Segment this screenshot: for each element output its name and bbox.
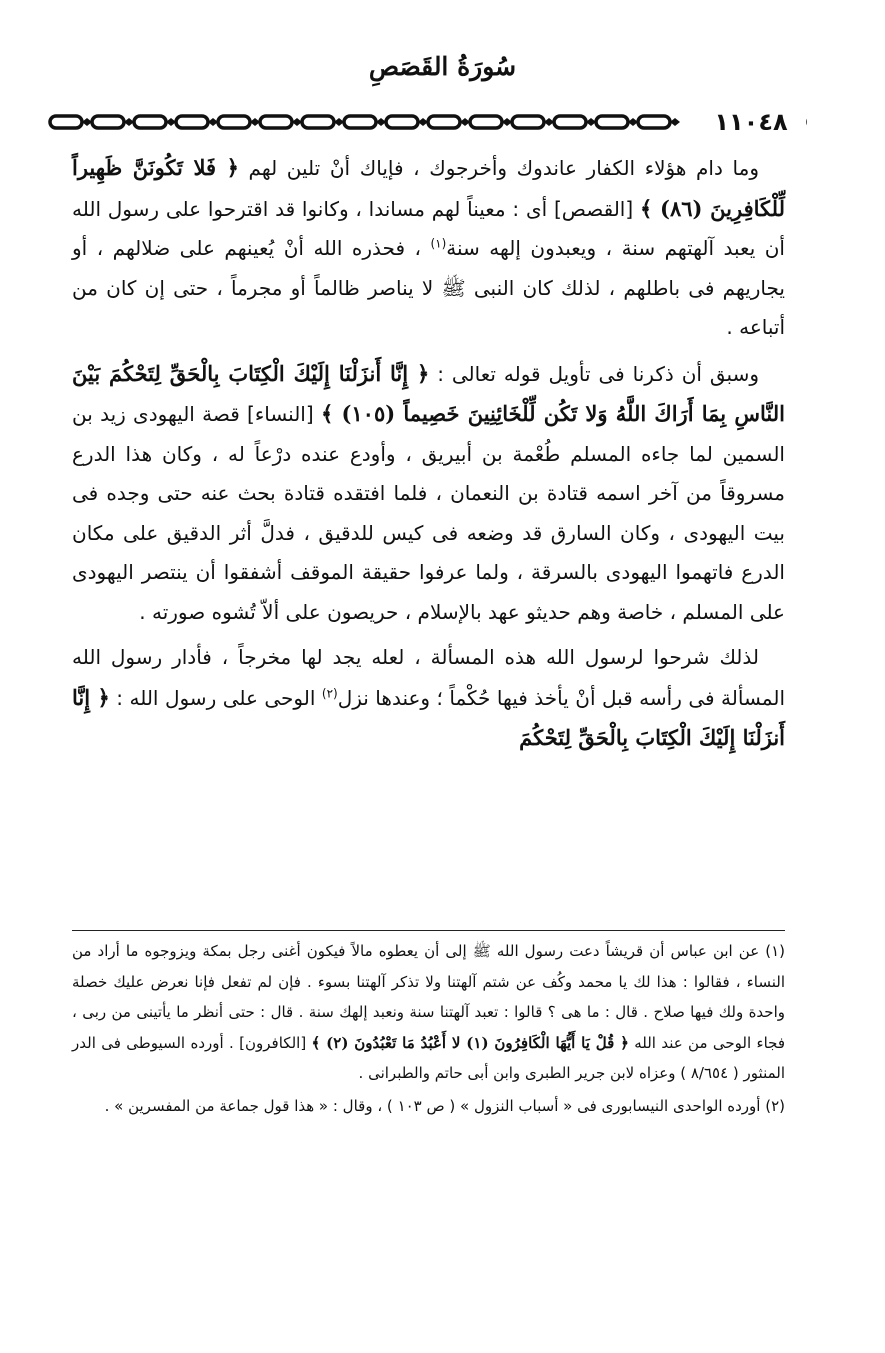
- p1-quran-verse: ﴿ فَلا تَكُونَنَّ ظَهِيراً لِّلْكَافِرِينَ (٨٦) ﴾: [72, 155, 785, 221]
- p2-text-2: [النساء] قصة اليهودى زيد بن السمين لما جاءه المسلم طُعْمة بن أبيريق ، وأودع عنده درْعاً له ، وكان هذا الدرع مسروقاً من آخر اسمه قتادة بن النعمان ، فلما افتقده قتادة بحث عنه حتى وجده فى بيت اليهودى ، وكان السارق قد وضعه فى كيس للدقيق ، فدلَّ أثر الدقيق على مكان الدرع فاتهموا اليهودى بالسرقة ، ولما عرفوا حقيقة الموقف أشفقوا أن ينتصر اليهودى على المسلم ، خاصة وهم حديثو عهد بالإسلام ، حريصون على ألاّ تُشوه صورته .: [72, 402, 785, 624]
- chain-link: [512, 116, 544, 128]
- p3-quran-verse: ﴿ إِنَّا أَنزَلْنَا إِلَيْكَ الْكِتَابَ بِالْحَقِّ لِتَحْكُمَ: [72, 684, 785, 750]
- chain-link: [50, 116, 82, 128]
- chain-link: [596, 116, 628, 128]
- p1-text-3: ، فحذره الله أنْ يُعينهم على ضلالهم ، أو يجاريهم فى باطلهم ، لذلك كان النبى ﷺ لا يناصر ظالماً أو مجرماً ، حتى إن كان من أتباعه .: [72, 236, 785, 339]
- fn1-quran-verse: ﴿ قُلْ يَا أَيُّهَا الْكَافِرُونَ (١) لا أَعْبُدُ مَا تَعْبُدُونَ (٢) ﴾: [311, 1033, 629, 1052]
- chain-link: [386, 116, 418, 128]
- paragraph-2: [72, 354, 785, 633]
- paragraph-1: [72, 148, 785, 348]
- chain-link: [302, 116, 334, 128]
- chain-link: [260, 116, 292, 128]
- p3-text-1: لذلك شرحوا لرسول الله هذه المسألة ، لعله يجد لها مخرجاً ، فأدار رسول الله المسألة فى رأسه قبل أنْ يأخذ فيها حُكْماً ؛ وعندها نزل: [72, 645, 785, 710]
- footnote-ref-2[interactable]: (٢): [321, 685, 338, 700]
- chain-ornament: [48, 104, 808, 140]
- surah-title: سُورَةُ القَصَصِ: [368, 52, 517, 81]
- chain-link: [92, 116, 124, 128]
- chain-link: [218, 116, 250, 128]
- footnotes: [72, 936, 785, 1122]
- chain-link: [344, 116, 376, 128]
- fn1-text-1: (١) عن ابن عباس أن قريشاً دعت رسول الله ﷺ إلى أن يعطوه مالاً فيكون أغنى رجل بمكة ويزوجوه ما أراد من النساء ، فقالوا : هذا لك يا محمد وكُف عن شتم آلهتنا ولا تذكر آلهتنا بسوء . فإن لم تفعل فإنا نعرض عليك خصلة واحدة ولك فيها صلاح . قال : ما هى ؟ قالوا : تعبد آلهتنا سنة ونعبد إلهك سنة . قال : حتى أنظر ما يأتينى من ربى ، فجاء الوحى من عند الله: [72, 942, 785, 1052]
- p2-quran-verse: ﴿ إِنَّا أَنزَلْنَا إِلَيْكَ الْكِتَابَ بِالْحَقِّ لِتَحْكُمَ بَيْنَ النَّاسِ بِمَا أَرَاكَ اللَّهُ وَلا تَكُن لِّلْخَائِنِينَ خَصِيماً (١٠٥) ﴾: [72, 360, 785, 426]
- chain-link: [176, 116, 208, 128]
- footnote-1: [72, 936, 785, 1089]
- footnote-ref-1[interactable]: (١): [430, 236, 447, 251]
- chain-link: [134, 116, 166, 128]
- chain-link: [554, 116, 586, 128]
- chain-diamond: [670, 118, 680, 126]
- chain-link: [428, 116, 460, 128]
- fn1-text-2: [الكافرون] . أورده السيوطى فى الدر المنثور ( ٨/٦٥٤ ) وعزاه لابن جرير الطبرى وابن أبى حاتم والطبرانى .: [72, 1033, 785, 1083]
- p3-text-2: الوحى على رسول الله :: [109, 685, 322, 710]
- p2-text-1: وسبق أن ذكرنا فى تأويل قوله تعالى :: [429, 361, 759, 386]
- ornamental-header-band: [48, 104, 808, 140]
- fn2-text-1: (٢) أورده الواحدى النيسابورى فى « أسباب النزول » ( ص ١٠٣ ) ، وقال : « هذا قول جماعة من المفسرين » .: [104, 1096, 785, 1115]
- p1-text-1: وما دام هؤلاء الكفار عاندوك وأخرجوك ، فإياك أنْ تلين لهم: [238, 156, 759, 180]
- main-text: [72, 148, 785, 759]
- chain-link: [470, 116, 502, 128]
- page-number: ١١٠٤٨: [696, 108, 806, 136]
- paragraph-3: [72, 638, 785, 759]
- chain-link: [638, 116, 670, 128]
- footnote-divider: [72, 930, 785, 931]
- footnote-2: [72, 1091, 785, 1122]
- p1-text-2: [القصص] أى : معيناً لهم مساندا ، وكانوا قد اقترحوا على رسول الله أن يعبد آلهتهم سنة ، ويعبدون إلهه سنة: [72, 196, 785, 260]
